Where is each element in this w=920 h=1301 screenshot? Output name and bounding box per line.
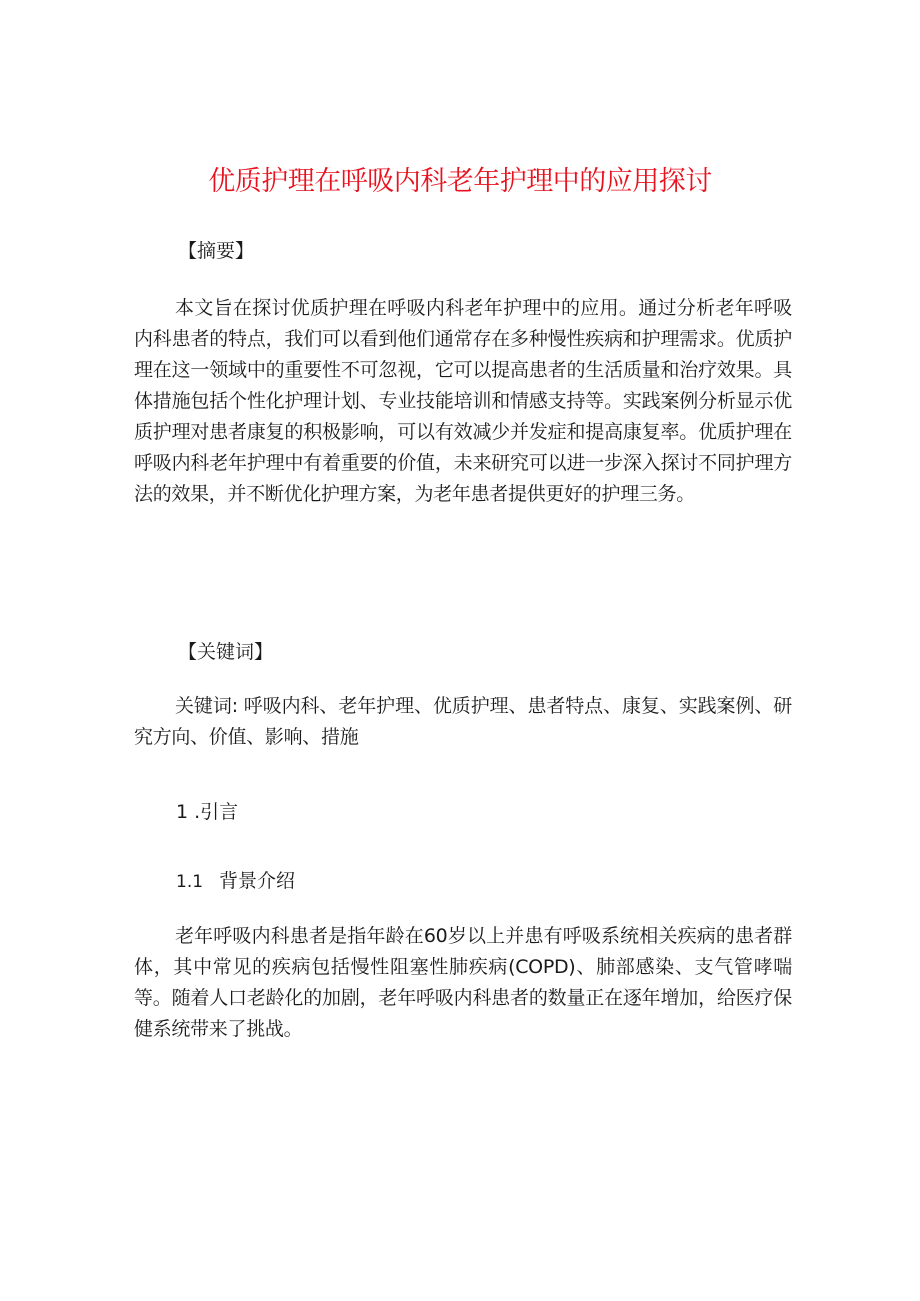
section-heading-introduction: 1 .引言: [176, 801, 239, 823]
keywords-paragraph: 关键词: 呼吸内科、老年护理、优质护理、患者特点、康复、实践案例、研究方向、价值、影响、措施: [134, 695, 792, 748]
subsection-heading-background: [176, 867, 295, 896]
subsection-title: 背景介绍: [219, 870, 296, 892]
abstract-heading: 【摘要】: [178, 240, 255, 262]
keywords-heading: 【关键词】: [178, 641, 274, 663]
subsection-number: 1.1: [176, 872, 204, 892]
abstract-paragraph: 本文旨在探讨优质护理在呼吸内科老年护理中的应用。通过分析老年呼吸内科患者的特点，我们可以看到他们通常存在多种慢性疾病和护理需求。优质护理在这一领域中的重要性不可忽视，它可以提高患者的生活质量和治疗效果。具体措施包括个性化护理计划、专业技能培训和情感支持等。实践案例分析显示优质护理对患者康复的积极影响，可以有效减少并发症和提高康复率。优质护理在呼吸内科老年护理中有着重要的价值，未来研究可以进一步深入探讨不同护理方法的效果，并不断优化护理方案，为老年患者提供更好的护理三务。: [134, 297, 792, 505]
document-title: 优质护理在呼吸内科老年护理中的应用探讨: [208, 166, 712, 197]
background-paragraph: 老年呼吸内科患者是指年龄在60岁以上并患有呼吸系统相关疾病的患者群体，其中常见的疾病包括慢性阻塞性肺疾病(COPD)、肺部感染、支气管哮喘等。随着人口老龄化的加剧，老年呼吸内科患者的数量正在逐年增加，给医疗保健系统带来了挑战。: [134, 925, 792, 1040]
